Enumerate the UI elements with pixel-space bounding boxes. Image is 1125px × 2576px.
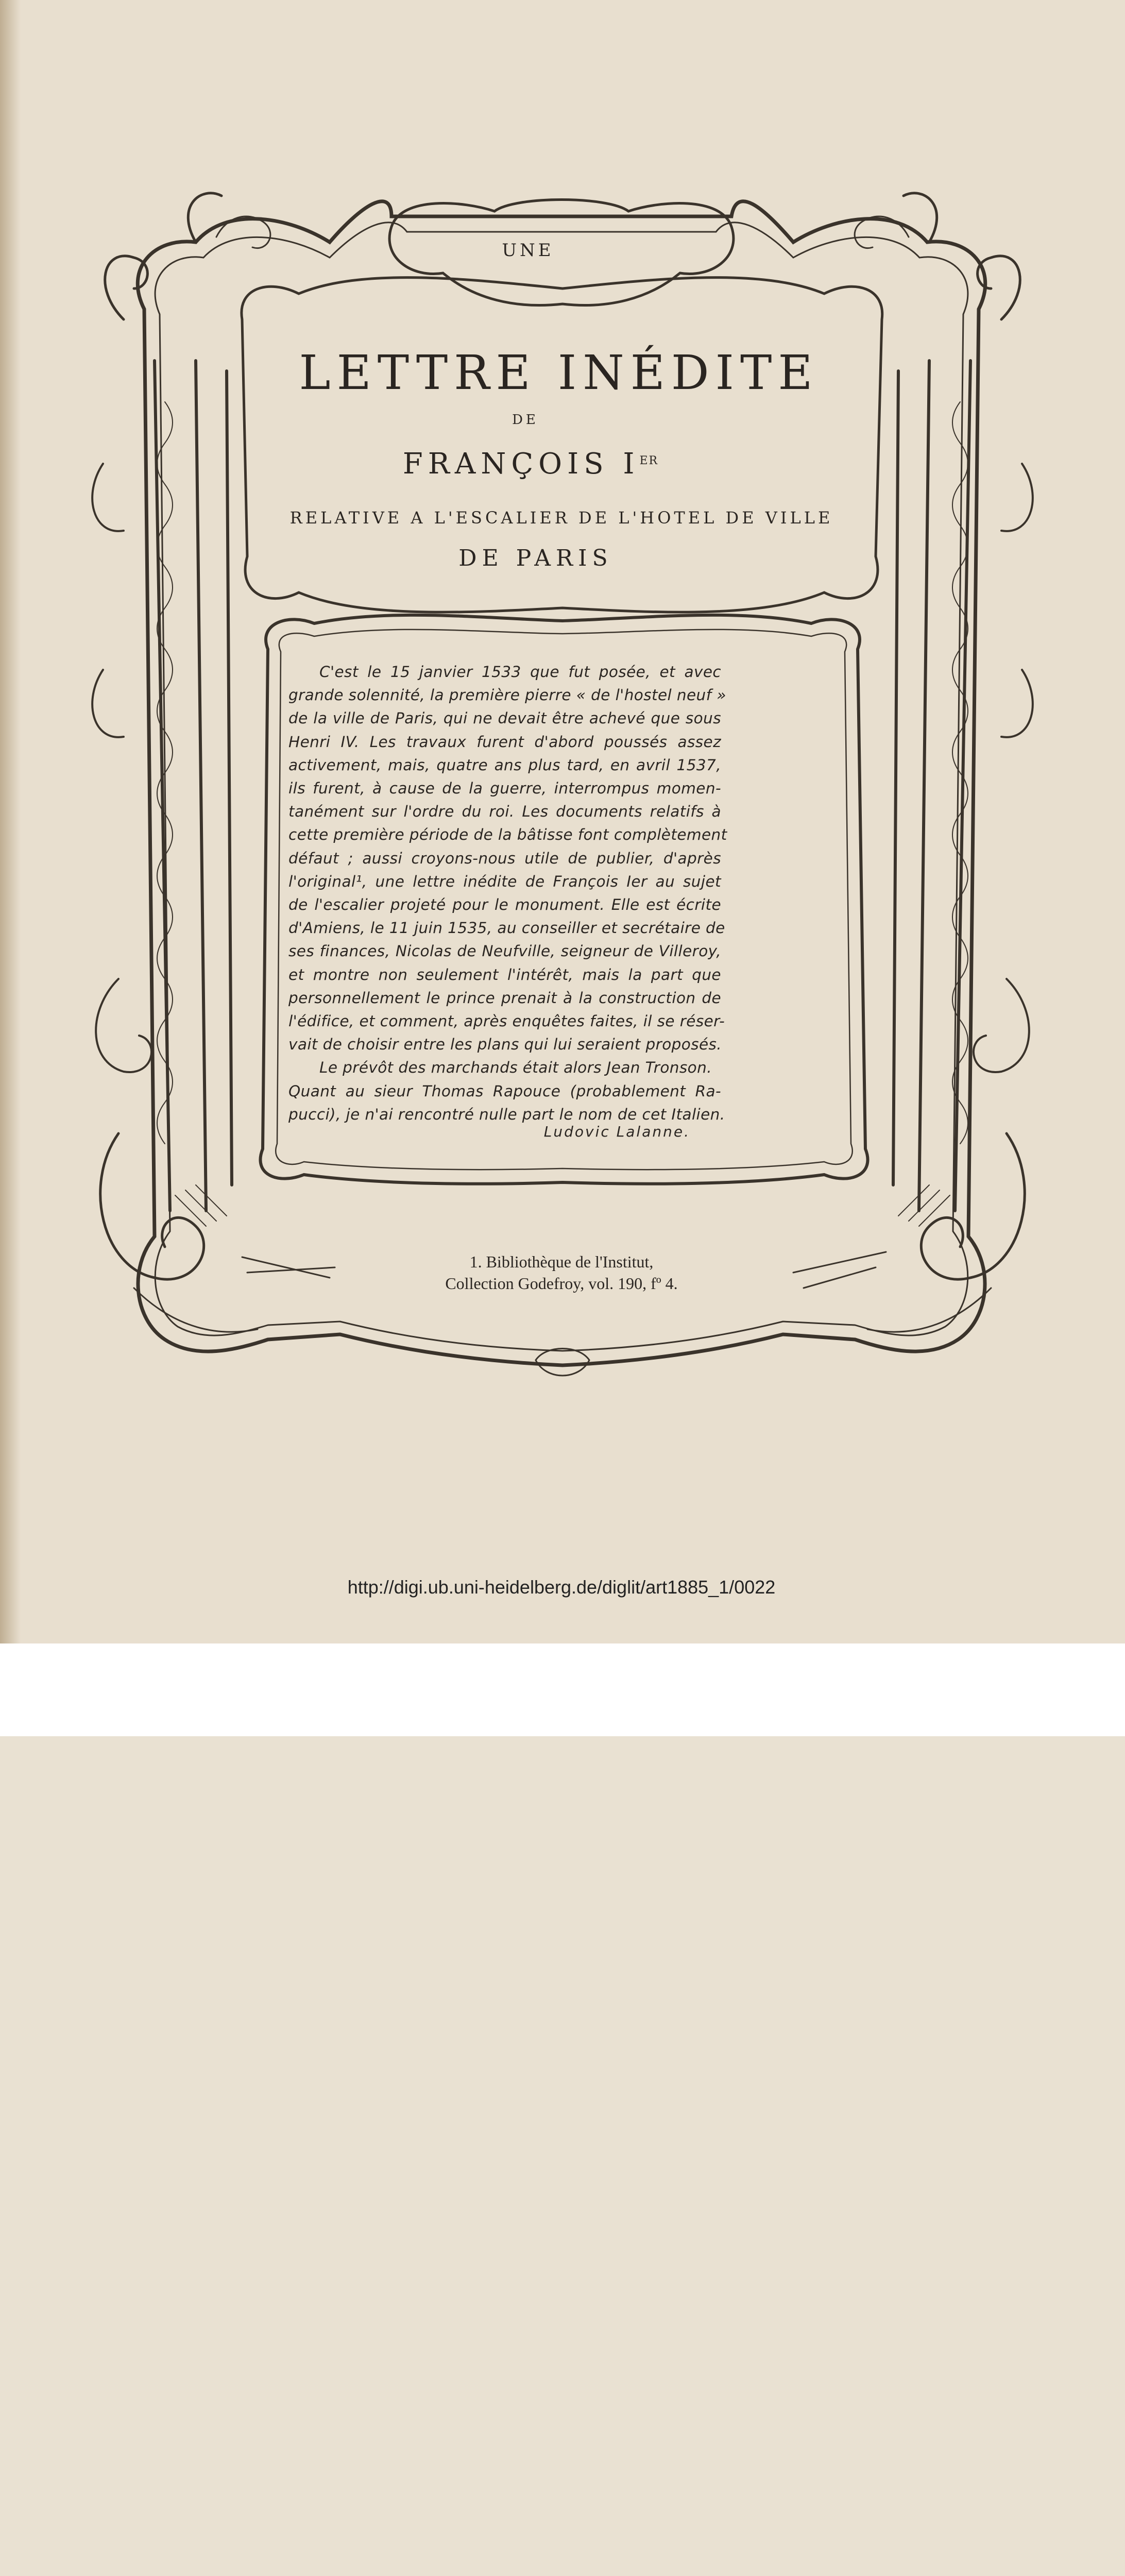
body-line: Henri IV. Les travaux furent d'abord poussés assez [288, 733, 721, 751]
signature: Ludovic Lalanne. [543, 1123, 690, 1140]
footnote-line-1: 1. Bibliothèque de l'Institut, [469, 1252, 654, 1271]
title-relative: RELATIVE A L'ESCALIER DE L'HOTEL DE VILLE [289, 508, 833, 528]
digitization-footer [0, 1643, 1125, 1736]
source-url[interactable]: http://digi.ub.uni-heidelberg.de/diglit/art1885_1/0022 [347, 1577, 776, 1598]
title-francois [391, 447, 670, 481]
body-line: de l'escalier projeté pour le monument. Elle est écrite [288, 896, 721, 914]
title-de: DE [512, 412, 539, 428]
body-line: d'Amiens, le 11 juin 1535, au conseiller et secrétaire de [288, 919, 725, 937]
body-line: ils furent, à cause de la guerre, interrompus momen- [288, 779, 721, 798]
title-francois-superscript: ER [639, 454, 659, 467]
body-line: l'édifice, et comment, après enquêtes faites, il se réser- [288, 1012, 725, 1030]
title-une: UNE [502, 240, 554, 261]
body-line: ses finances, Nicolas de Neufville, seigneur de Villeroy, [288, 942, 721, 960]
title-francois-text: FRANÇOIS I [402, 447, 640, 481]
body-line: Le prévôt des marchands était alors Jean Tronson. [319, 1059, 712, 1077]
body-line: de la ville de Paris, qui ne devait être achevé que sous [288, 709, 721, 727]
body-line: pucci), je n'ai rencontré nulle part le nom de cet Italien. [288, 1105, 725, 1123]
body-line: cette première période de la bâtisse font complètement [288, 826, 727, 844]
body-line: C'est le 15 janvier 1533 que fut posée, et avec [319, 663, 721, 681]
body-line: grande solennité, la première pierre « de l'hostel neuf » [288, 686, 726, 704]
body-line: vait de choisir entre les plans qui lui seraient proposés. [288, 1036, 722, 1054]
body-line: et montre non seulement l'intérêt, mais la part que [288, 965, 721, 984]
footnote-line-2: Collection Godefroy, vol. 190, fº 4. [445, 1274, 678, 1293]
body-line: Quant au sieur Thomas Rapouce (probablement Ra- [288, 1082, 721, 1100]
title-paris: DE PARIS [458, 545, 613, 571]
body-line: tanément sur l'ordre du roi. Les documents relatifs à [288, 803, 721, 821]
body-line: défaut ; aussi croyons-nous utile de publier, d'après [288, 849, 721, 867]
body-line: l'original¹, une lettre inédite de François Ier au sujet [288, 872, 721, 890]
body-line: activement, mais, quatre ans plus tard, en avril 1537, [288, 756, 721, 774]
article-body [288, 660, 727, 1126]
body-line: personnellement le prince prenait à la construction de [288, 989, 721, 1007]
page-title: LETTRE INÉDITE [299, 345, 819, 400]
